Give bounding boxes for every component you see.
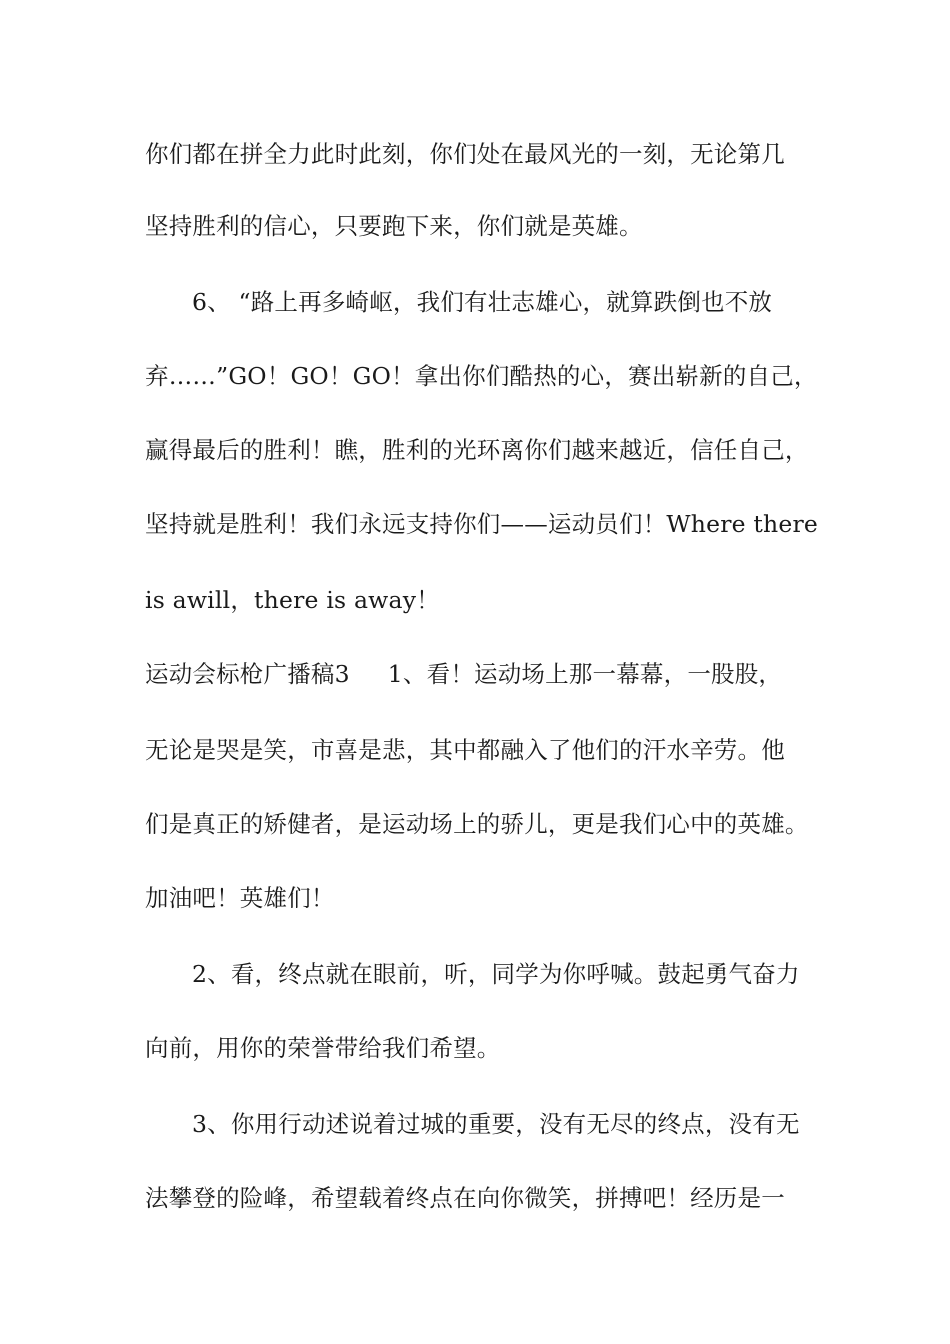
paragraph-line: 向前，用你的荣誉带给我们希望。 [145,1034,501,1062]
paragraph-line: 弃……”GO！GO！GO！拿出你们酷热的心，赛出崭新的自己， [145,362,818,390]
paragraph-line: 加油吧！英雄们！ [145,884,335,912]
paragraph-line: 们是真正的矫健者，是运动场上的骄儿，更是我们心中的英雄。 [145,810,809,838]
paragraph-start: 1、看！运动场上那一幕幕，一股股， [387,660,783,688]
paragraph-line: 坚持胜利的信心，只要跑下来，你们就是英雄。 [145,212,643,240]
paragraph-line: 你们都在拼全力此时此刻，你们处在最风光的一刻，无论第几 [145,140,785,168]
paragraph-line: 无论是哭是笑，市喜是悲，其中都融入了他们的汗水辛劳。他 [145,736,785,764]
paragraph-line: 3、你用行动述说着过城的重要，没有无尽的终点，没有无 [192,1110,800,1138]
paragraph-line: 2、看，终点就在眼前，听，同学为你呼喊。鼓起勇气奋力 [192,960,800,988]
paragraph-line: is awill，there is away！ [145,586,440,614]
paragraph-line: 坚持就是胜利！我们永远支持你们——运动员们！Where there [145,510,819,538]
paragraph-line: 赢得最后的胜利！瞧，胜利的光环离你们越来越近，信任自己， [145,436,809,464]
section-title-line [145,659,782,689]
section-title: 运动会标枪广播稿3 [145,660,350,688]
paragraph-line: 6、 “路上再多崎岖，我们有壮志雄心，就算跌倒也不放 [192,288,773,316]
paragraph-line: 法攀登的险峰，希望载着终点在向你微笑，拼搏吧！经历是一 [145,1184,785,1212]
